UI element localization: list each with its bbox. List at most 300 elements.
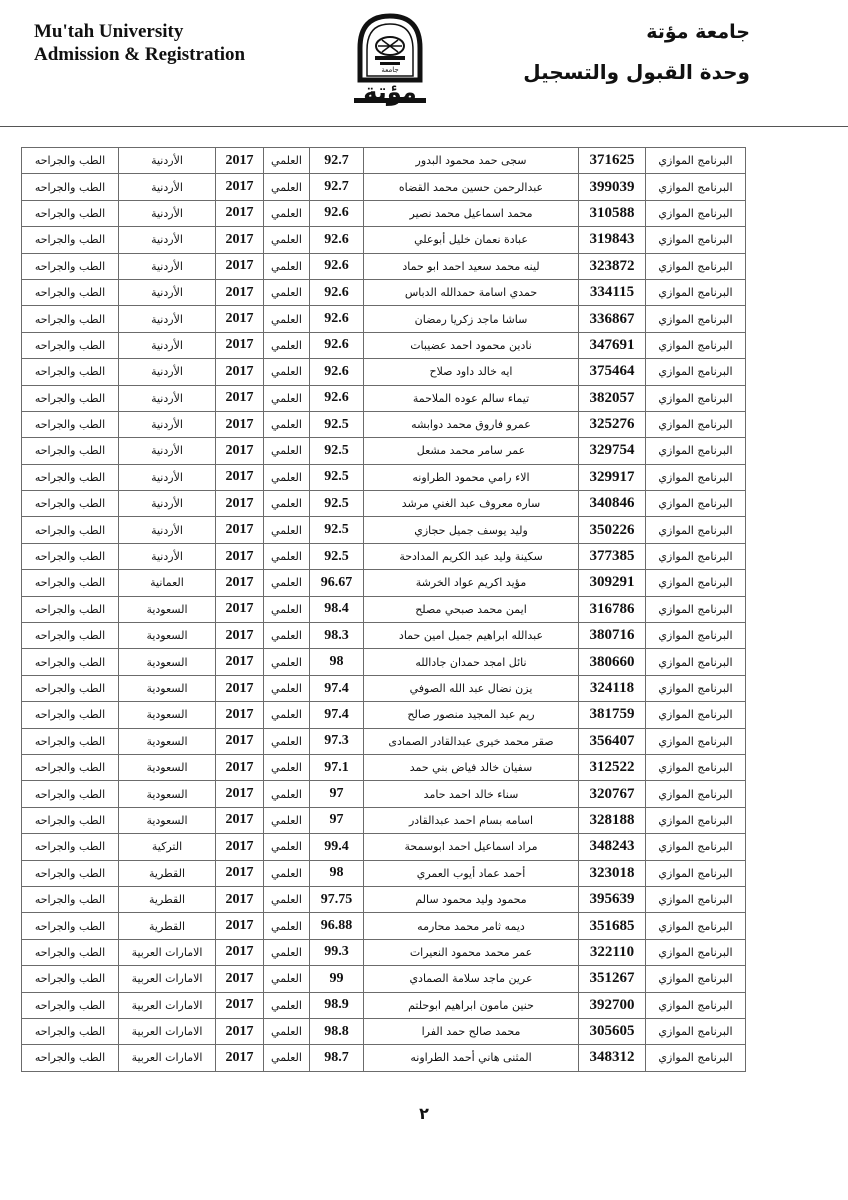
- department-title-ar: وحدة القبول والتسجيل: [523, 60, 750, 84]
- program-cell: البرنامج الموازي: [646, 702, 746, 728]
- student-id-cell: 322110: [579, 939, 646, 965]
- stream-cell: العلمي: [264, 411, 310, 437]
- student-id-cell: 348243: [579, 834, 646, 860]
- faculty-cell: الطب والجراحه: [22, 200, 119, 226]
- student-name-cell: محمد اسماعيل محمد نصير: [364, 200, 579, 226]
- year-cell: 2017: [216, 596, 264, 622]
- stream-cell: العلمي: [264, 754, 310, 780]
- program-cell: البرنامج الموازي: [646, 491, 746, 517]
- stream-cell: العلمي: [264, 491, 310, 517]
- nationality-cell: الأردنية: [119, 464, 216, 490]
- faculty-cell: الطب والجراحه: [22, 279, 119, 305]
- year-cell: 2017: [216, 174, 264, 200]
- program-cell: البرنامج الموازي: [646, 385, 746, 411]
- student-id-cell: 350226: [579, 517, 646, 543]
- student-id-cell: 312522: [579, 754, 646, 780]
- student-name-cell: تيماء سالم عوده الملاحمة: [364, 385, 579, 411]
- nationality-cell: السعودية: [119, 702, 216, 728]
- university-name-ar: [523, 18, 750, 86]
- table-row: [22, 596, 746, 622]
- faculty-cell: الطب والجراحه: [22, 913, 119, 939]
- program-cell: البرنامج الموازي: [646, 596, 746, 622]
- program-cell: البرنامج الموازي: [646, 279, 746, 305]
- average-cell: 98.9: [310, 992, 364, 1018]
- stream-cell: العلمي: [264, 1045, 310, 1071]
- faculty-cell: الطب والجراحه: [22, 517, 119, 543]
- nationality-cell: الامارات العربية: [119, 966, 216, 992]
- table-row: [22, 728, 746, 754]
- program-cell: البرنامج الموازي: [646, 860, 746, 886]
- table-row: [22, 200, 746, 226]
- year-cell: 2017: [216, 781, 264, 807]
- average-cell: 92.7: [310, 174, 364, 200]
- average-cell: 92.6: [310, 227, 364, 253]
- university-name-en: [34, 20, 245, 66]
- average-cell: 97: [310, 807, 364, 833]
- student-name-cell: ايه خالد داود صلاح: [364, 359, 579, 385]
- nationality-cell: الأردنية: [119, 411, 216, 437]
- stream-cell: العلمي: [264, 464, 310, 490]
- nationality-cell: الامارات العربية: [119, 939, 216, 965]
- table-row: [22, 570, 746, 596]
- program-cell: البرنامج الموازي: [646, 913, 746, 939]
- student-id-cell: 329754: [579, 438, 646, 464]
- table-body: [22, 148, 746, 1072]
- nationality-cell: السعودية: [119, 649, 216, 675]
- year-cell: 2017: [216, 411, 264, 437]
- year-cell: 2017: [216, 279, 264, 305]
- program-cell: البرنامج الموازي: [646, 306, 746, 332]
- table-row: [22, 464, 746, 490]
- average-cell: 92.5: [310, 438, 364, 464]
- student-id-cell: 334115: [579, 279, 646, 305]
- stream-cell: العلمي: [264, 200, 310, 226]
- faculty-cell: الطب والجراحه: [22, 1045, 119, 1071]
- average-cell: 92.5: [310, 464, 364, 490]
- average-cell: 97.4: [310, 702, 364, 728]
- faculty-cell: الطب والجراحه: [22, 992, 119, 1018]
- stream-cell: العلمي: [264, 332, 310, 358]
- program-cell: البرنامج الموازي: [646, 1018, 746, 1044]
- table-row: [22, 279, 746, 305]
- average-cell: 92.5: [310, 517, 364, 543]
- student-id-cell: 375464: [579, 359, 646, 385]
- student-name-cell: ريم عبد المجيد منصور صالح: [364, 702, 579, 728]
- student-name-cell: أحمد عماد أيوب العمري: [364, 860, 579, 886]
- year-cell: 2017: [216, 675, 264, 701]
- program-cell: البرنامج الموازي: [646, 623, 746, 649]
- average-cell: 92.6: [310, 306, 364, 332]
- year-cell: 2017: [216, 966, 264, 992]
- average-cell: 98.7: [310, 1045, 364, 1071]
- nationality-cell: القطرية: [119, 886, 216, 912]
- stream-cell: العلمي: [264, 966, 310, 992]
- stream-cell: العلمي: [264, 438, 310, 464]
- student-name-cell: مراد اسماعيل احمد ابوسمحة: [364, 834, 579, 860]
- year-cell: 2017: [216, 913, 264, 939]
- student-id-cell: 381759: [579, 702, 646, 728]
- student-id-cell: 328188: [579, 807, 646, 833]
- program-cell: البرنامج الموازي: [646, 332, 746, 358]
- year-cell: 2017: [216, 517, 264, 543]
- student-name-cell: عمر محمد محمود النعيرات: [364, 939, 579, 965]
- table-row: [22, 332, 746, 358]
- nationality-cell: الأردنية: [119, 174, 216, 200]
- student-id-cell: 320767: [579, 781, 646, 807]
- student-name-cell: سناء خالد احمد حامد: [364, 781, 579, 807]
- faculty-cell: الطب والجراحه: [22, 359, 119, 385]
- student-id-cell: 336867: [579, 306, 646, 332]
- stream-cell: العلمي: [264, 1018, 310, 1044]
- student-id-cell: 395639: [579, 886, 646, 912]
- student-name-cell: عمرو فاروق محمد دوابشه: [364, 411, 579, 437]
- university-title-en: Mu'tah University: [34, 21, 184, 42]
- year-cell: 2017: [216, 992, 264, 1018]
- table-row: [22, 781, 746, 807]
- stream-cell: العلمي: [264, 992, 310, 1018]
- student-name-cell: عبدالله ابراهيم جميل امين حماد: [364, 623, 579, 649]
- student-id-cell: 305605: [579, 1018, 646, 1044]
- stream-cell: العلمي: [264, 939, 310, 965]
- stream-cell: العلمي: [264, 649, 310, 675]
- student-name-cell: حمدي اسامة حمدالله الدباس: [364, 279, 579, 305]
- stream-cell: العلمي: [264, 279, 310, 305]
- average-cell: 92.7: [310, 148, 364, 174]
- stream-cell: العلمي: [264, 596, 310, 622]
- student-name-cell: ساشا ماجد زكريا رمضان: [364, 306, 579, 332]
- faculty-cell: الطب والجراحه: [22, 649, 119, 675]
- average-cell: 99.3: [310, 939, 364, 965]
- nationality-cell: الأردنية: [119, 227, 216, 253]
- average-cell: 98: [310, 649, 364, 675]
- student-id-cell: 319843: [579, 227, 646, 253]
- year-cell: 2017: [216, 807, 264, 833]
- stream-cell: العلمي: [264, 728, 310, 754]
- year-cell: 2017: [216, 306, 264, 332]
- admissions-table: [21, 147, 746, 1072]
- header-divider: [0, 126, 848, 127]
- student-name-cell: يزن نضال عبد الله الصوفي: [364, 675, 579, 701]
- program-cell: البرنامج الموازي: [646, 649, 746, 675]
- student-id-cell: 392700: [579, 992, 646, 1018]
- nationality-cell: الأردنية: [119, 543, 216, 569]
- nationality-cell: العمانية: [119, 570, 216, 596]
- program-cell: البرنامج الموازي: [646, 781, 746, 807]
- table-row: [22, 227, 746, 253]
- program-cell: البرنامج الموازي: [646, 517, 746, 543]
- stream-cell: العلمي: [264, 702, 310, 728]
- stream-cell: العلمي: [264, 306, 310, 332]
- program-cell: البرنامج الموازي: [646, 1045, 746, 1071]
- page-header: [0, 0, 848, 128]
- average-cell: 97.4: [310, 675, 364, 701]
- nationality-cell: الأردنية: [119, 491, 216, 517]
- student-name-cell: سكينة وليد عبد الكريم المدادحة: [364, 543, 579, 569]
- program-cell: البرنامج الموازي: [646, 411, 746, 437]
- faculty-cell: الطب والجراحه: [22, 148, 119, 174]
- table-row: [22, 702, 746, 728]
- student-name-cell: المثنى هاني أحمد الطراونه: [364, 1045, 579, 1071]
- average-cell: 96.67: [310, 570, 364, 596]
- faculty-cell: الطب والجراحه: [22, 227, 119, 253]
- year-cell: 2017: [216, 543, 264, 569]
- stream-cell: العلمي: [264, 807, 310, 833]
- nationality-cell: الأردنية: [119, 200, 216, 226]
- year-cell: 2017: [216, 332, 264, 358]
- year-cell: 2017: [216, 438, 264, 464]
- stream-cell: العلمي: [264, 913, 310, 939]
- year-cell: 2017: [216, 702, 264, 728]
- stream-cell: العلمي: [264, 860, 310, 886]
- faculty-cell: الطب والجراحه: [22, 1018, 119, 1044]
- year-cell: 2017: [216, 148, 264, 174]
- student-name-cell: لينه محمد سعيد احمد ابو حماد: [364, 253, 579, 279]
- student-name-cell: وليد يوسف جميل حجازي: [364, 517, 579, 543]
- program-cell: البرنامج الموازي: [646, 966, 746, 992]
- faculty-cell: الطب والجراحه: [22, 174, 119, 200]
- program-cell: البرنامج الموازي: [646, 939, 746, 965]
- table-row: [22, 174, 746, 200]
- nationality-cell: الأردنية: [119, 279, 216, 305]
- program-cell: البرنامج الموازي: [646, 148, 746, 174]
- student-id-cell: 309291: [579, 570, 646, 596]
- student-name-cell: سجى حمد محمود البدور: [364, 148, 579, 174]
- program-cell: البرنامج الموازي: [646, 464, 746, 490]
- nationality-cell: الأردنية: [119, 517, 216, 543]
- program-cell: البرنامج الموازي: [646, 543, 746, 569]
- table-row: [22, 860, 746, 886]
- average-cell: 92.5: [310, 411, 364, 437]
- faculty-cell: الطب والجراحه: [22, 253, 119, 279]
- nationality-cell: السعودية: [119, 623, 216, 649]
- nationality-cell: القطرية: [119, 913, 216, 939]
- student-id-cell: 316786: [579, 596, 646, 622]
- average-cell: 98: [310, 860, 364, 886]
- student-name-cell: مؤيد اكريم عواد الخرشة: [364, 570, 579, 596]
- year-cell: 2017: [216, 491, 264, 517]
- year-cell: 2017: [216, 754, 264, 780]
- student-id-cell: 323872: [579, 253, 646, 279]
- student-id-cell: 382057: [579, 385, 646, 411]
- stream-cell: العلمي: [264, 623, 310, 649]
- faculty-cell: الطب والجراحه: [22, 596, 119, 622]
- student-name-cell: عرين ماجد سلامة الصمادي: [364, 966, 579, 992]
- table-row: [22, 438, 746, 464]
- program-cell: البرنامج الموازي: [646, 728, 746, 754]
- average-cell: 99.4: [310, 834, 364, 860]
- year-cell: 2017: [216, 227, 264, 253]
- logo-wordmark: مؤتة: [363, 78, 417, 106]
- student-id-cell: 380660: [579, 649, 646, 675]
- student-id-cell: 351685: [579, 913, 646, 939]
- student-name-cell: ساره معروف عبد الغني مرشد: [364, 491, 579, 517]
- student-name-cell: عبدالرحمن حسين محمد القضاه: [364, 174, 579, 200]
- year-cell: 2017: [216, 253, 264, 279]
- average-cell: 92.6: [310, 385, 364, 411]
- program-cell: البرنامج الموازي: [646, 992, 746, 1018]
- faculty-cell: الطب والجراحه: [22, 860, 119, 886]
- nationality-cell: الأردنية: [119, 253, 216, 279]
- nationality-cell: الأردنية: [119, 359, 216, 385]
- nationality-cell: الأردنية: [119, 385, 216, 411]
- year-cell: 2017: [216, 200, 264, 226]
- faculty-cell: الطب والجراحه: [22, 306, 119, 332]
- average-cell: 92.5: [310, 543, 364, 569]
- nationality-cell: السعودية: [119, 807, 216, 833]
- university-logo: [350, 10, 430, 110]
- program-cell: البرنامج الموازي: [646, 200, 746, 226]
- table-row: [22, 253, 746, 279]
- program-cell: البرنامج الموازي: [646, 359, 746, 385]
- table-row: [22, 623, 746, 649]
- student-id-cell: 310588: [579, 200, 646, 226]
- year-cell: 2017: [216, 860, 264, 886]
- year-cell: 2017: [216, 649, 264, 675]
- nationality-cell: السعودية: [119, 728, 216, 754]
- nationality-cell: الامارات العربية: [119, 1018, 216, 1044]
- student-id-cell: 399039: [579, 174, 646, 200]
- faculty-cell: الطب والجراحه: [22, 411, 119, 437]
- student-name-cell: ديمه ثامر محمد محارمه: [364, 913, 579, 939]
- student-id-cell: 377385: [579, 543, 646, 569]
- nationality-cell: التركية: [119, 834, 216, 860]
- stream-cell: العلمي: [264, 227, 310, 253]
- average-cell: 98.4: [310, 596, 364, 622]
- program-cell: البرنامج الموازي: [646, 253, 746, 279]
- department-title-en: Admission & Registration: [34, 44, 246, 65]
- stream-cell: العلمي: [264, 359, 310, 385]
- table-row: [22, 966, 746, 992]
- faculty-cell: الطب والجراحه: [22, 464, 119, 490]
- average-cell: 92.6: [310, 359, 364, 385]
- average-cell: 98.3: [310, 623, 364, 649]
- year-cell: 2017: [216, 570, 264, 596]
- table-row: [22, 807, 746, 833]
- program-cell: البرنامج الموازي: [646, 675, 746, 701]
- year-cell: 2017: [216, 464, 264, 490]
- table-row: [22, 886, 746, 912]
- program-cell: البرنامج الموازي: [646, 570, 746, 596]
- nationality-cell: السعودية: [119, 754, 216, 780]
- average-cell: 92.5: [310, 491, 364, 517]
- student-name-cell: اسامه بسام احمد عبدالقادر: [364, 807, 579, 833]
- stream-cell: العلمي: [264, 174, 310, 200]
- student-id-cell: 329917: [579, 464, 646, 490]
- student-id-cell: 356407: [579, 728, 646, 754]
- nationality-cell: الأردنية: [119, 306, 216, 332]
- average-cell: 97.75: [310, 886, 364, 912]
- average-cell: 97.3: [310, 728, 364, 754]
- year-cell: 2017: [216, 728, 264, 754]
- nationality-cell: الامارات العربية: [119, 992, 216, 1018]
- program-cell: البرنامج الموازي: [646, 834, 746, 860]
- table-row: [22, 411, 746, 437]
- student-name-cell: عبادة نعمان خليل أبوعلي: [364, 227, 579, 253]
- year-cell: 2017: [216, 385, 264, 411]
- faculty-cell: الطب والجراحه: [22, 966, 119, 992]
- nationality-cell: الامارات العربية: [119, 1045, 216, 1071]
- year-cell: 2017: [216, 359, 264, 385]
- year-cell: 2017: [216, 939, 264, 965]
- faculty-cell: الطب والجراحه: [22, 570, 119, 596]
- table-row: [22, 913, 746, 939]
- average-cell: 99: [310, 966, 364, 992]
- faculty-cell: الطب والجراحه: [22, 728, 119, 754]
- student-id-cell: 324118: [579, 675, 646, 701]
- faculty-cell: الطب والجراحه: [22, 702, 119, 728]
- student-name-cell: الاء رامي محمود الطراونه: [364, 464, 579, 490]
- student-id-cell: 371625: [579, 148, 646, 174]
- average-cell: 92.6: [310, 253, 364, 279]
- year-cell: 2017: [216, 834, 264, 860]
- table-row: [22, 543, 746, 569]
- average-cell: 97: [310, 781, 364, 807]
- student-name-cell: ايمن محمد صبحي مصلح: [364, 596, 579, 622]
- table-row: [22, 148, 746, 174]
- student-name-cell: محمود وليد محمود سالم: [364, 886, 579, 912]
- year-cell: 2017: [216, 1018, 264, 1044]
- table-row: [22, 754, 746, 780]
- student-name-cell: صقر محمد خيرى عبدالقادر الصمادى: [364, 728, 579, 754]
- nationality-cell: السعودية: [119, 596, 216, 622]
- student-id-cell: 380716: [579, 623, 646, 649]
- average-cell: 92.6: [310, 279, 364, 305]
- stream-cell: العلمي: [264, 253, 310, 279]
- faculty-cell: الطب والجراحه: [22, 543, 119, 569]
- table-row: [22, 517, 746, 543]
- university-title-ar: جامعة مؤتة: [646, 21, 750, 43]
- program-cell: البرنامج الموازي: [646, 807, 746, 833]
- table-row: [22, 649, 746, 675]
- program-cell: البرنامج الموازي: [646, 227, 746, 253]
- logo-small-text: جامعة: [381, 66, 399, 74]
- table-row: [22, 834, 746, 860]
- program-cell: البرنامج الموازي: [646, 886, 746, 912]
- table-row: [22, 992, 746, 1018]
- faculty-cell: الطب والجراحه: [22, 886, 119, 912]
- faculty-cell: الطب والجراحه: [22, 754, 119, 780]
- stream-cell: العلمي: [264, 834, 310, 860]
- faculty-cell: الطب والجراحه: [22, 939, 119, 965]
- table-row: [22, 359, 746, 385]
- faculty-cell: الطب والجراحه: [22, 438, 119, 464]
- average-cell: 97.1: [310, 754, 364, 780]
- student-id-cell: 348312: [579, 1045, 646, 1071]
- student-id-cell: 323018: [579, 860, 646, 886]
- stream-cell: العلمي: [264, 517, 310, 543]
- student-name-cell: نادين محمود احمد عضيبات: [364, 332, 579, 358]
- average-cell: 92.6: [310, 332, 364, 358]
- nationality-cell: الأردنية: [119, 148, 216, 174]
- program-cell: البرنامج الموازي: [646, 174, 746, 200]
- page-number: ٢: [419, 1104, 429, 1123]
- stream-cell: العلمي: [264, 886, 310, 912]
- average-cell: 98.8: [310, 1018, 364, 1044]
- faculty-cell: الطب والجراحه: [22, 623, 119, 649]
- table-row: [22, 385, 746, 411]
- table-row: [22, 491, 746, 517]
- year-cell: 2017: [216, 623, 264, 649]
- student-id-cell: 340846: [579, 491, 646, 517]
- average-cell: 92.6: [310, 200, 364, 226]
- student-id-cell: 325276: [579, 411, 646, 437]
- table-row: [22, 1045, 746, 1071]
- stream-cell: العلمي: [264, 675, 310, 701]
- faculty-cell: الطب والجراحه: [22, 781, 119, 807]
- student-name-cell: نائل امجد حمدان جادالله: [364, 649, 579, 675]
- stream-cell: العلمي: [264, 148, 310, 174]
- year-cell: 2017: [216, 886, 264, 912]
